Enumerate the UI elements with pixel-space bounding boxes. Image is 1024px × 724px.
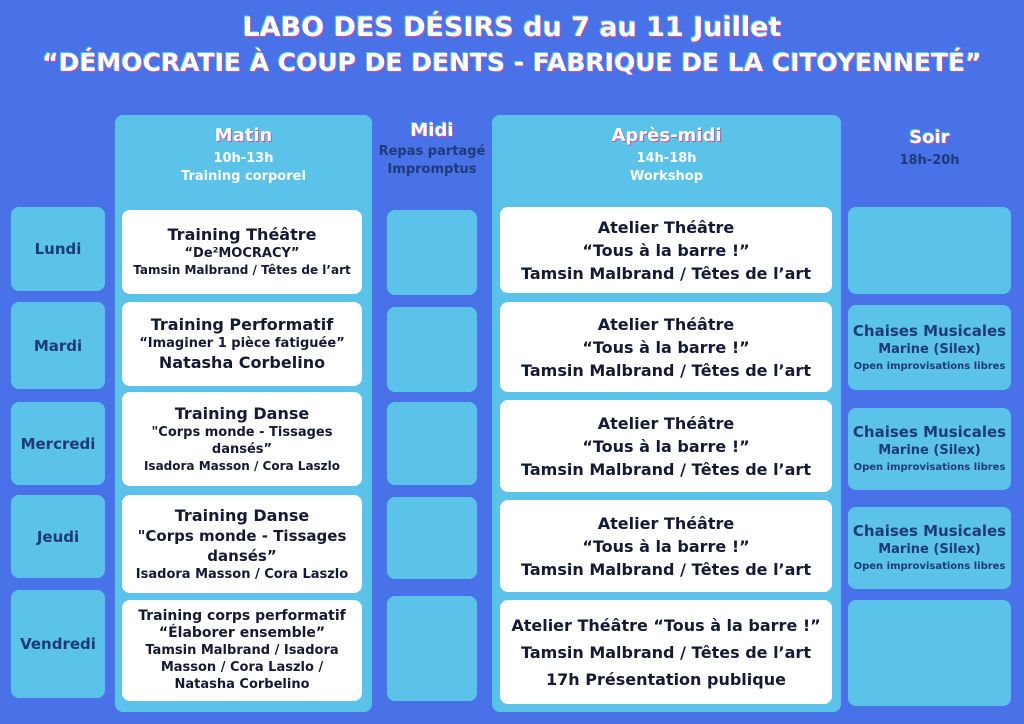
header-apres-title: Après-midi [611, 125, 722, 146]
matin-card-mardi [122, 302, 362, 386]
matin-card-subtitle-2: dansés” [211, 441, 273, 457]
apres-card-line2: “Tous à la barre !” [582, 240, 750, 260]
header-matin-desc: Training corporel [181, 169, 306, 184]
day-label: Lundi [34, 240, 82, 258]
matin-card-author-3: Natasha Corbelino [174, 677, 310, 692]
apres-card-line3: Tamsin Malbrand / Têtes de l’art [521, 559, 811, 579]
midi-cell-mardi [387, 307, 477, 392]
soir-cell-desc: Open improvisations libres [853, 360, 1006, 372]
header-apres-desc: Workshop [629, 169, 704, 184]
header-soir [848, 127, 1011, 170]
day-label: Jeudi [36, 527, 80, 546]
apres-card-line1: Atelier Théâtre [597, 513, 735, 533]
header-matin [115, 125, 372, 186]
apres-card-line2: Tamsin Malbrand / Têtes de l’art [521, 642, 811, 662]
matin-card-subtitle: “De²MOCRACY” [184, 246, 300, 261]
matin-card-jeudi [122, 495, 362, 593]
soir-cell-desc: Open improvisations libres [853, 561, 1006, 572]
matin-card-subtitle: “Imaginer 1 pièce fatiguée” [139, 335, 345, 351]
soir-cell-mardi [848, 305, 1011, 390]
matin-card-author-1: Tamsin Malbrand / Isadora [145, 643, 339, 658]
apres-card-vendredi [500, 600, 832, 704]
matin-card-vendredi [122, 600, 362, 701]
midi-cell-lundi [387, 210, 477, 295]
matin-card-author: Natasha Corbelino [158, 352, 326, 372]
soir-cell-lundi [848, 207, 1011, 294]
apres-card-jeudi [500, 500, 832, 592]
apres-card-line3: Tamsin Malbrand / Têtes de l’art [521, 459, 811, 479]
day-label: Vendredi [20, 635, 96, 653]
matin-card-author-2: Masson / Cora Laszlo / [160, 660, 324, 675]
apres-card-line3: Tamsin Malbrand / Têtes de l’art [521, 360, 811, 380]
page-title: LABO DES DÉSIRS du 7 au 11 Juillet [242, 12, 782, 43]
soir-cell-artist: Marine (Silex) [878, 542, 981, 557]
header-soir-time: 18h-20h [899, 153, 960, 168]
apres-card-line1: Atelier Théâtre [597, 413, 735, 433]
header-midi [372, 120, 492, 179]
matin-card-title: Training Danse [174, 403, 310, 423]
midi-cell-mercredi [387, 402, 477, 485]
soir-cell-title: Chaises Musicales [852, 321, 1007, 340]
matin-card-author: Isadora Masson / Cora Laszlo [143, 458, 341, 473]
soir-cell-artist: Marine (Silex) [878, 443, 981, 458]
day-label: Mercredi [20, 434, 96, 453]
matin-card-subtitle-1: "Corps monde - Tissages [151, 424, 333, 440]
day-mardi [11, 302, 105, 389]
apres-card-mercredi [500, 400, 832, 492]
soir-cell-desc: Open improvisations libres [853, 462, 1006, 473]
day-lundi [11, 207, 105, 291]
header-matin-title: Matin [214, 125, 273, 146]
apres-card-mardi [500, 302, 832, 392]
apres-card-line3: 17h Présentation publique [546, 669, 786, 689]
soir-cell-jeudi [848, 507, 1011, 589]
matin-card-lundi [122, 210, 362, 294]
matin-card-title: Training Théâtre [167, 225, 317, 244]
soir-cell-title: Chaises Musicales [852, 423, 1007, 441]
matin-card-mercredi [122, 392, 362, 486]
day-mercredi [11, 402, 105, 485]
header-apres-time: 14h-18h [636, 151, 697, 166]
soir-cell-title: Chaises Musicales [852, 522, 1007, 540]
matin-card-title: Training corps performatif [138, 608, 346, 624]
apres-card-line3: Tamsin Malbrand / Têtes de l’art [521, 263, 811, 283]
apres-card-line2: “Tous à la barre !” [582, 337, 750, 357]
header-midi-line1: Repas partagé [378, 144, 486, 159]
apres-card-lundi [500, 207, 832, 293]
matin-card-subtitle-2: dansés” [207, 546, 277, 565]
apres-card-line2: “Tous à la barre !” [582, 436, 750, 456]
soir-cell-vendredi [848, 600, 1011, 706]
soir-cell-mercredi [848, 408, 1011, 490]
header-apres-midi [492, 125, 841, 186]
header-matin-time: 10h-13h [213, 151, 274, 166]
header-midi-title: Midi [410, 120, 454, 141]
midi-cell-vendredi [387, 596, 477, 701]
header-midi-line2: Impromptus [387, 162, 477, 177]
apres-card-line1: Atelier Théâtre [597, 217, 735, 237]
apres-card-line1: Atelier Théâtre “Tous à la barre !” [511, 615, 821, 635]
day-jeudi [11, 495, 105, 578]
matin-card-title: Training Performatif [150, 314, 334, 334]
matin-card-subtitle-1: "Corps monde - Tissages [137, 526, 347, 545]
header-soir-title: Soir [909, 127, 950, 148]
apres-card-line2: “Tous à la barre !” [582, 536, 750, 556]
midi-cell-jeudi [387, 497, 477, 579]
day-label: Mardi [33, 336, 83, 355]
soir-cell-artist: Marine (Silex) [878, 341, 981, 357]
apres-card-line1: Atelier Théâtre [597, 314, 735, 334]
matin-card-title: Training Danse [174, 505, 310, 525]
page-subtitle: “DÉMOCRATIE À COUP DE DENTS - FABRIQUE DE LA CITOYENNETÉ” [42, 48, 982, 77]
day-vendredi [11, 590, 105, 698]
matin-card-author: Isadora Masson / Cora Laszlo [135, 566, 349, 582]
matin-card-subtitle: “Élaborer ensemble” [158, 625, 326, 641]
matin-card-author: Tamsin Malbrand / Têtes de l’art [133, 263, 351, 277]
